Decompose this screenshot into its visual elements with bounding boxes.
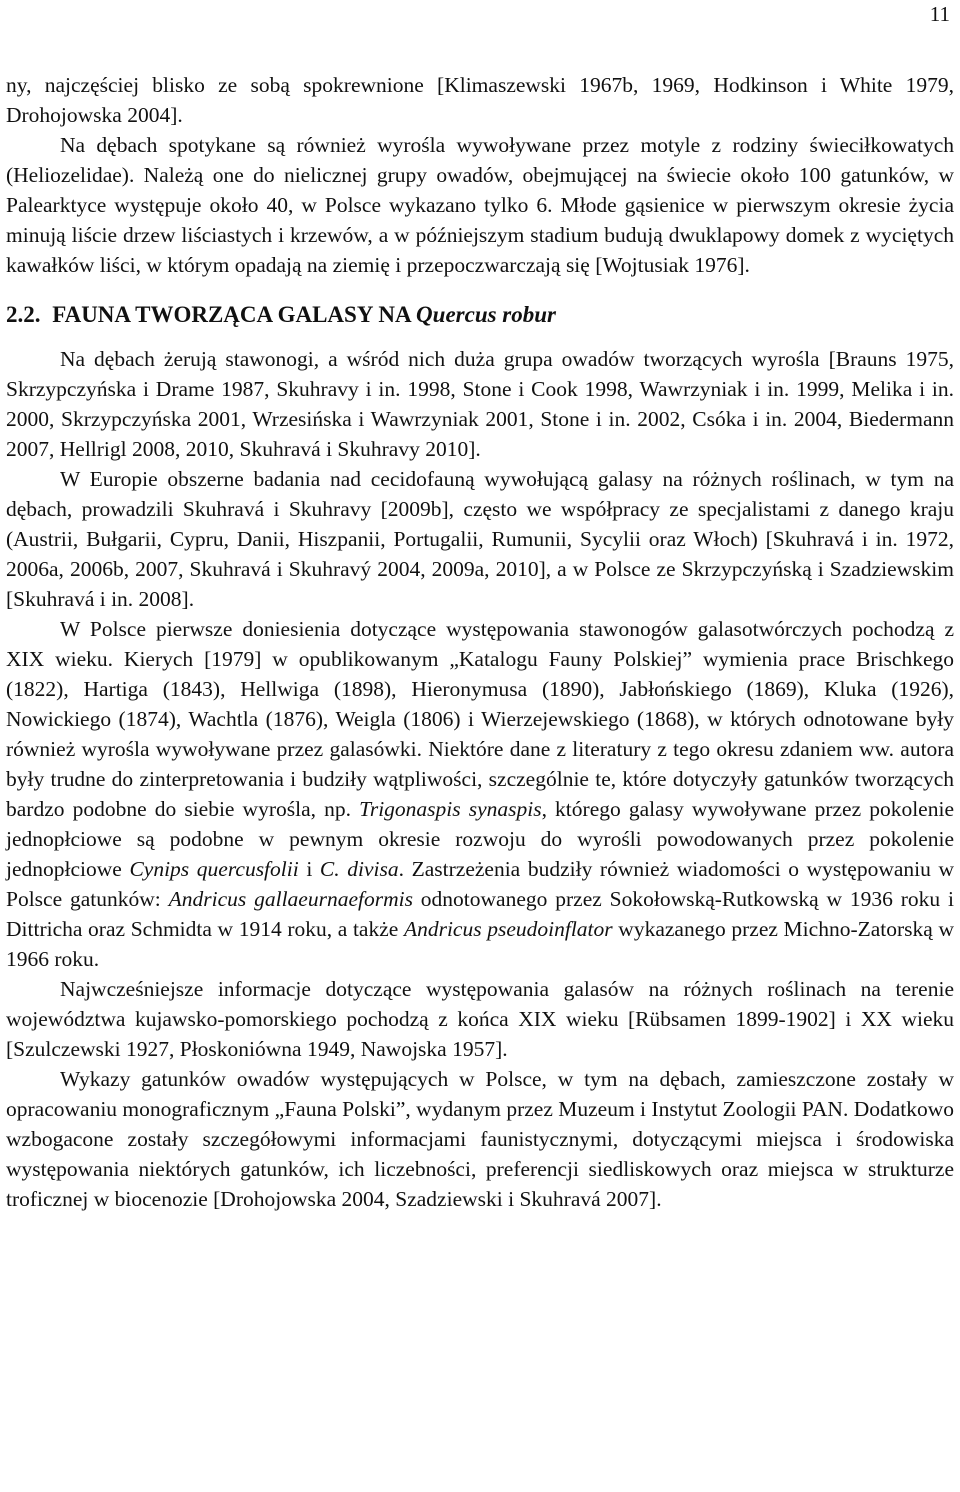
species-name: Andricus gallaeurnaeformis bbox=[168, 887, 413, 911]
text-fragment: W Polsce pierwsze doniesienia dotyczące występowania stawonogów galasotwórczych pochodzą z XIX wieku. Kierych [1979] w opublikowanym „Katalogu Fauny Polskiej” wymienia prace Brischkego (1822), Hartiga (1843), Hellwiga (1898), Hieronymusa (1890), Jabłońskiego (1869), Kluka (1926), Nowickiego (1874), Wachtla (1876), Weigla (1806) i Wierzejewskiego (1868), w których odnotowane były również wyrośla wywoływane przez galasówki. Niektóre dane z literatury z tego okresu zdaniem ww. autora były trudne do zinterpretowania i budziły wątpliwości, szczególnie te, które dotyczyły gatunków tworzących bardzo podobne do siebie wyrośla, np. bbox=[6, 617, 954, 821]
species-name: Trigonaspis synaspis bbox=[359, 797, 542, 821]
paragraph-continued: ny, najczęściej blisko ze sobą spokrewnione [Klimaszewski 1967b, 1969, Hodkinson i White 1979, Drohojowska 2004]. bbox=[6, 73, 954, 127]
species-name: C. divisa bbox=[319, 857, 399, 881]
paragraph-europe-research: W Europie obszerne badania nad cecidofauną wywołującą galasy na różnych roślinach, w tym na dębach, prowadzili Skuhravá i Skuhravy [2009b], często we współpracy ze specjalistami z danego kraju (Austrii, Bułgarii, Cypru, Danii, Hiszpanii, Portugalii, Rumunii, Sycylii oraz Włoch) [Skuhravá i in. 1972, 2006a, 2006b, 2007, Skuhravá i Skuhravý 2004, 2009a, 2010], a w Polsce ze Skrzypczyńską i Szadziewskim [Skuhravá i in. 2008]. bbox=[6, 467, 954, 611]
section-title: FAUNA TWORZĄCA GALASY NA bbox=[52, 302, 411, 327]
document-body bbox=[6, 70, 954, 1214]
paragraph-poland-history bbox=[6, 614, 954, 974]
paragraph-kujawsko-pomorskie: Najwcześniejsze informacje dotyczące występowania galasów na różnych roślinach na terenie województwa kujawsko-pomorskiego pochodzą z końca XIX wieku [Rübsamen 1899-1902] i XX wieku [Szulczewski 1927, Płoskoniówna 1949, Nawojska 1957]. bbox=[6, 977, 954, 1061]
page-number: 11 bbox=[929, 2, 950, 26]
section-title-species: Quercus robur bbox=[416, 302, 557, 327]
species-name: Cynips quercusfolii bbox=[129, 857, 299, 881]
section-heading bbox=[6, 298, 954, 332]
section-body bbox=[6, 344, 954, 1214]
text-fragment: , którego galasy wywoływane przez pokolenie jednopłciowe są podobne w pewnym okresie rozwoju do wyrośli powodowanych przez pokolenie jednopłciowe bbox=[6, 797, 954, 881]
text-fragment: i bbox=[298, 857, 320, 881]
section-number: 2.2. bbox=[6, 302, 41, 327]
text-fragment: wykazanego przez Michno-Zatorską w 1966 roku. bbox=[6, 917, 954, 971]
paragraph-fauna-polski: Wykazy gatunków owadów występujących w Polsce, w tym na dębach, zamieszczone zostały w opracowaniu monograficznym „Fauna Polski”, wydanym przez Muzeum i Instytut Zoologii PAN. Dodatkowo wzbogacone zostały szczegółowymi informacjami faunistycznymi, dotyczącymi miejsca i środowiska występowania niektórych gatunków, ich liczebności, preferencji siedliskowych oraz miejsca w strukturze troficznej w biocenozie [Drohojowska 2004, Szadziewski i Skuhravá 2007]. bbox=[6, 1067, 955, 1211]
paragraph-heliozelidae: Na dębach spotykane są również wyrośla wywoływane przez motyle z rodziny świeciłkowatych (Heliozelidae). Należą one do nielicznej grupy owadów, obejmującej na świecie około 100 gatunków, w Palearktyce występuje około 40, w Polsce wykazano tylko 6. Młode gąsienice w pierwszym okresie życia minują liście drzew liściastych i krzewów, a w późniejszym stadium budują dwuklapowy domek z wyciętych kawałków liści, w którym opadają na ziemię i przepoczwarczają się [Wojtusiak 1976]. bbox=[6, 133, 954, 277]
species-name: Andricus pseudoinflator bbox=[403, 917, 613, 941]
text-fragment: . Zastrzeżenia budziły również wiadomości o występowaniu w Polsce gatunków: bbox=[6, 857, 955, 911]
paragraph-stawonogi: Na dębach żerują stawonogi, a wśród nich duża grupa owadów tworzących wyrośla [Brauns 1975, Skrzypczyńska i Drame 1987, Skuhravy i in. 1998, Stone i Cook 1998, Wawrzyniak i in. 1999, Melika i in. 2000, Skrzypczyńska 2001, Wrzesińska i Wawrzyniak 2001, Stone i in. 2002, Csóka i in. 2004, Biedermann 2007, Hellrigl 2008, 2010, Skuhravá i Skuhravy 2010]. bbox=[6, 347, 954, 461]
text-fragment: odnotowanego przez Sokołowską-Rutkowską w 1936 roku i Dittricha oraz Schmidta w 1914 roku, a także bbox=[6, 887, 954, 941]
